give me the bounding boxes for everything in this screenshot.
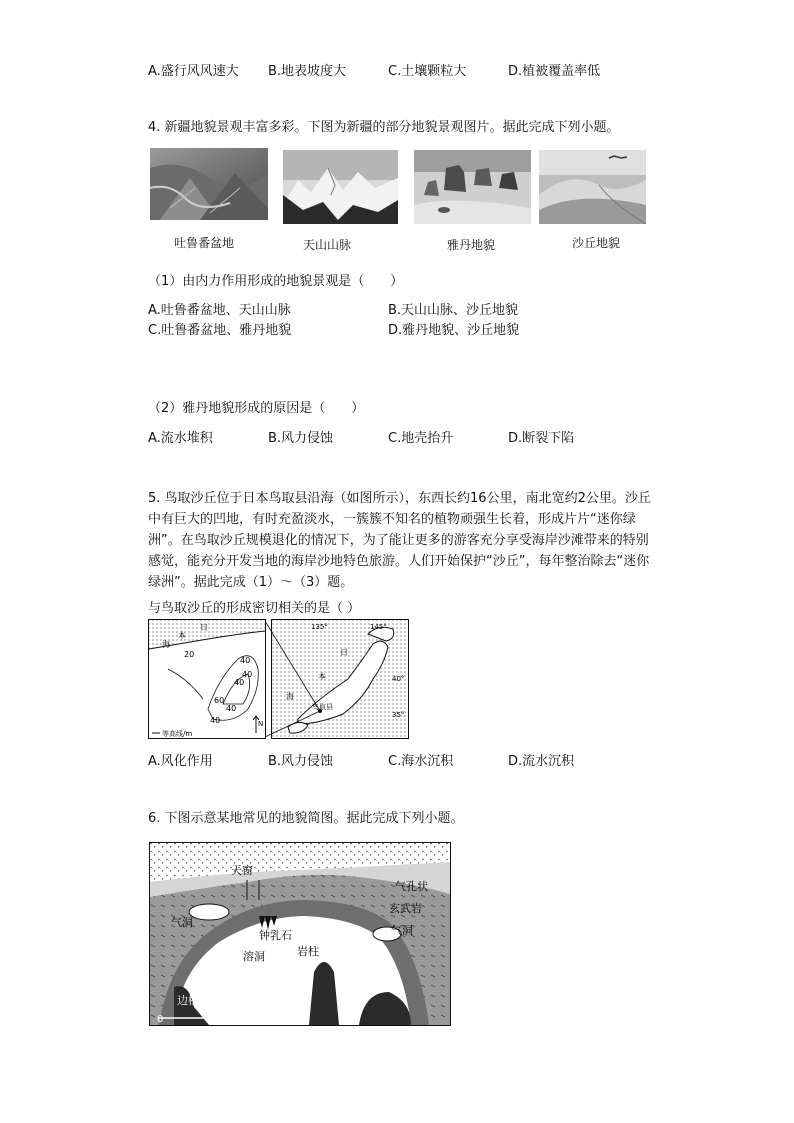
q5-stem: 5. 鸟取沙丘位于日本鸟取县沿海（如图所示），东西长约16公里，南北宽约2公里。沙丘中有巨大的凹地，有时充盈淡水，一簇簇不知名的植物顽强生长着，形成片片“迷你绿洲”。在鸟取沙丘规模退化的情况下，为了能让更多的游客充分享受海岸沙滩带来的特别感觉，能充分开发当地的海岸沙地特色旅游。人们开始保护“沙丘”，每年整治除去“迷你绿洲”。据此完成（1）～（3）题。	[148, 491, 651, 590]
q4-sub2-option-c[interactable]: C.地壳抬升	[388, 431, 454, 446]
lon-135: 135°	[311, 623, 328, 631]
q4-sub1-option-b[interactable]: B.天山山脉、沙丘地貌	[388, 303, 519, 318]
map-label-ri-2: 日	[340, 648, 348, 657]
q4-sub1-option-a[interactable]: A.吐鲁番盆地、天山山脉	[148, 303, 291, 318]
q3-option-a[interactable]: A.盛行风风速大	[148, 64, 239, 79]
q3-option-b[interactable]: B.地表坡度大	[268, 64, 347, 79]
label-gas-cave-right: 气洞	[391, 924, 413, 937]
label-gas-cave-left: 气洞	[171, 916, 193, 929]
north-arrow-label: N	[258, 720, 264, 728]
map-label-hai: 海	[162, 640, 170, 649]
q4-sub2-option-b[interactable]: B.风力侵蚀	[268, 431, 334, 446]
label-basalt: 玄武岩	[389, 902, 422, 915]
caption-dune: 沙丘地貌	[572, 236, 621, 250]
contour-label: 40	[226, 704, 237, 713]
map-label-hai-2: 海	[286, 692, 294, 701]
label-skylight: 天窗	[231, 864, 253, 877]
map-label-ri: 日	[200, 623, 208, 632]
map-label-ben-2: 本	[318, 672, 326, 681]
q5-option-c[interactable]: C.海水沉积	[388, 754, 454, 769]
label-edge-wall: 边槽	[177, 994, 199, 1007]
contour-label: 60	[214, 696, 225, 705]
contour-label: 40	[242, 670, 253, 679]
map-label-ben: 本	[178, 631, 186, 640]
yardang-photo	[414, 150, 531, 224]
q3-option-d[interactable]: D.植被覆盖率低	[508, 64, 601, 79]
q4-sub1-option-d[interactable]: D.雅丹地貌、沙丘地貌	[388, 323, 520, 338]
q5-option-d[interactable]: D.流水沉积	[508, 754, 575, 769]
label-cave: 溶洞	[243, 950, 265, 963]
legend-contour: 等高线/m	[162, 730, 193, 738]
label-pillar: 岩柱	[297, 945, 319, 958]
q4-sub1-stem: （1）由内力作用形成的地貌景观是（ ）	[148, 274, 404, 289]
contour-label: 40	[240, 656, 251, 665]
q4-stem: 4. 新疆地貌景观丰富多彩。下图为新疆的部分地貌景观图片。据此完成下列小题。	[148, 120, 620, 135]
q5-option-b[interactable]: B.风力侵蚀	[268, 754, 334, 769]
q4-sub1-option-c[interactable]: C.吐鲁番盆地、雅丹地貌	[148, 323, 292, 338]
caption-turpan: 吐鲁番盆地	[174, 236, 235, 250]
label-vesicular: 气孔状	[395, 880, 428, 893]
caption-tianshan: 天山山脉	[303, 238, 352, 252]
tottori-label: 鸟取县	[312, 703, 333, 711]
scale-zero: 0	[157, 1014, 164, 1025]
q6-stem: 6. 下图示意某地常见的地貌简图。据此完成下列小题。	[148, 811, 464, 826]
caption-yardang: 雅丹地貌	[447, 238, 496, 252]
q4-sub2-option-a[interactable]: A.流水堆积	[148, 431, 213, 446]
turpan-basin-photo	[150, 148, 268, 220]
scale-five: 5m	[245, 1014, 262, 1025]
tianshan-photo	[283, 150, 398, 224]
q4-sub2-option-d[interactable]: D.断裂下陷	[508, 431, 575, 446]
contour-label: 40	[210, 716, 221, 725]
lat-35: 35°	[392, 711, 405, 719]
label-stalactite: 钟乳石	[259, 929, 292, 942]
q5-option-a[interactable]: A.风化作用	[148, 754, 213, 769]
contour-label: 20	[184, 650, 195, 659]
q3-option-c[interactable]: C.土壤颗粒大	[388, 64, 467, 79]
sand-dune-photo	[539, 150, 646, 224]
q4-sub2-stem: （2）雅丹地貌形成的原因是（ ）	[148, 401, 365, 416]
lon-145: 145°	[370, 623, 387, 631]
q5-sub-stem: 与鸟取沙丘的形成密切相关的是（ ）	[148, 601, 361, 616]
lat-40: 40°	[392, 675, 405, 683]
tottori-map	[148, 619, 410, 739]
lava-cave-diagram	[149, 842, 451, 1026]
contour-label: 40	[234, 678, 245, 687]
